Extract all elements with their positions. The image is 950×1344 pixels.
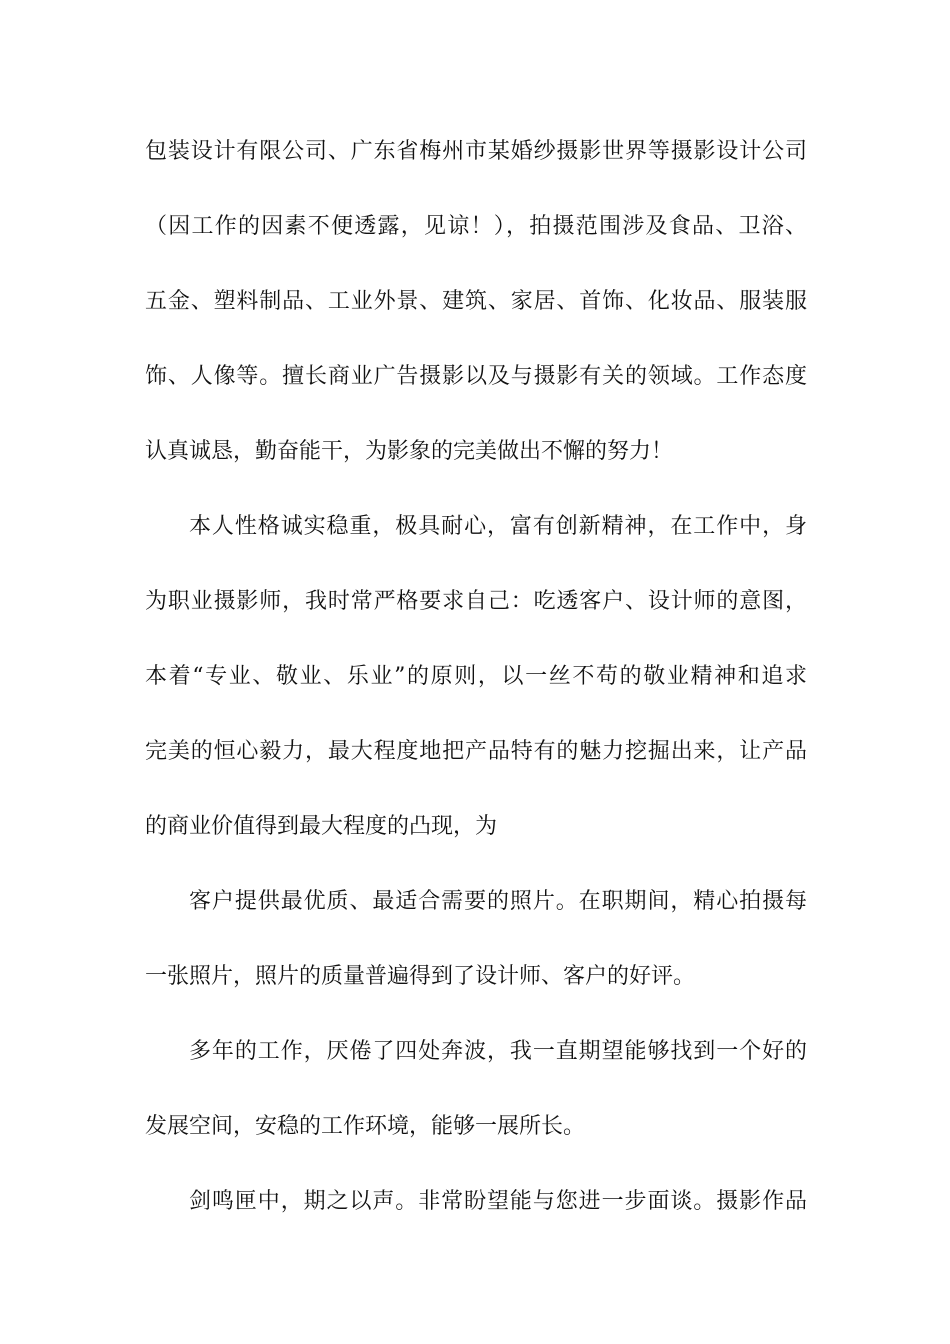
text-line: 剑鸣匣中，期之以声。非常盼望能与您进一步面谈。摄影作品 xyxy=(189,1189,807,1214)
text-line: 本人性格诚实稳重，极具耐心，富有创新精神，在工作中，身 xyxy=(189,514,807,539)
text-line: 本着“专业、敬业、乐业”的原则，以一丝不苟的敬业精神和追求 xyxy=(145,664,807,689)
text-line: 的商业价值得到最大程度的凸现，为 xyxy=(145,814,498,839)
text-line: 发展空间，安稳的工作环境，能够一展所长。 xyxy=(145,1114,586,1139)
text-line: （因工作的因素不便透露，见谅！），拍摄范围涉及食品、卫浴、 xyxy=(145,214,807,239)
text-line: 一张照片，照片的质量普遍得到了设计师、客户的好评。 xyxy=(145,964,696,989)
text-line: 客户提供最优质、最适合需要的照片。在职期间，精心拍摄每 xyxy=(189,889,807,914)
text-line: 多年的工作，厌倦了四处奔波，我一直期望能够找到一个好的 xyxy=(189,1039,807,1064)
text-line: 饰、人像等。擅长商业广告摄影以及与摄影有关的领域。工作态度 xyxy=(145,364,807,389)
text-line: 完美的恒心毅力，最大程度地把产品特有的魅力挖掘出来，让产品 xyxy=(145,739,807,764)
text-line: 为职业摄影师，我时常严格要求自己：吃透客户、设计师的意图， xyxy=(145,589,807,614)
text-line: 认真诚恳，勤奋能干，为影象的完美做出不懈的努力！ xyxy=(145,439,674,464)
text-line: 五金、塑料制品、工业外景、建筑、家居、首饰、化妆品、服装服 xyxy=(145,289,807,314)
text-line: 包装设计有限公司、广东省梅州市某婚纱摄影世界等摄影设计公司 xyxy=(145,139,807,164)
document-body xyxy=(145,128,807,1253)
